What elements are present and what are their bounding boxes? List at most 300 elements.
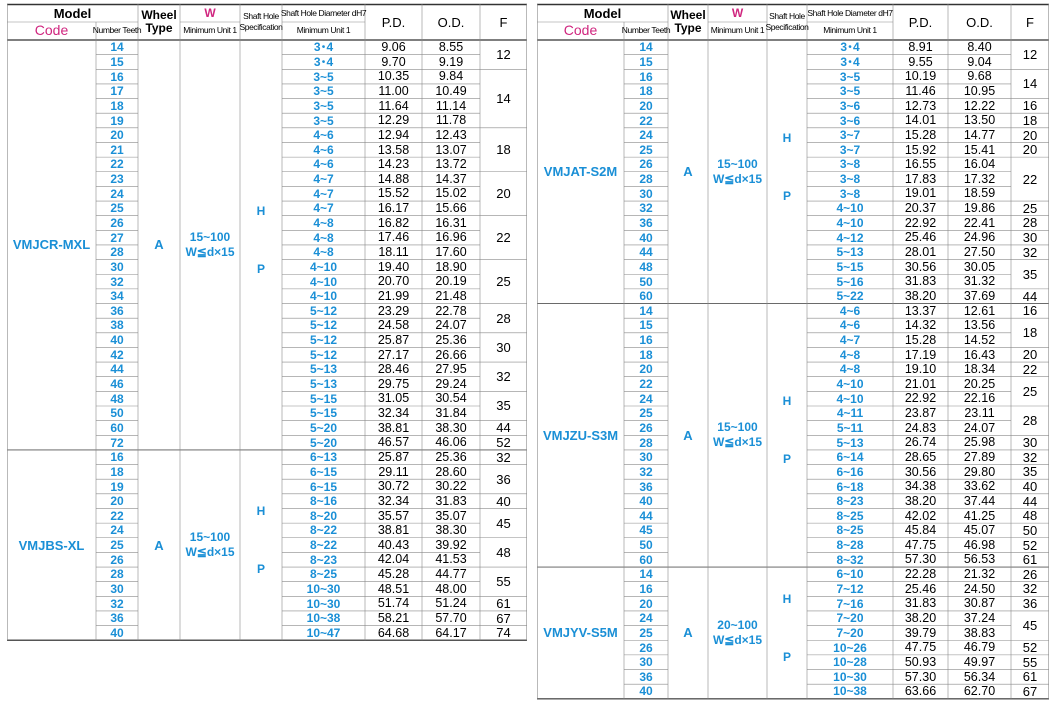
shaft-hole-diameter: 5~12	[309, 347, 338, 362]
shaft-hole-diameter: 3~5	[313, 69, 334, 84]
od-value: 26.66	[435, 347, 467, 362]
od-value: 25.98	[963, 435, 996, 450]
shaft-hole-diameter: 5~11	[836, 420, 864, 435]
teeth-count: 30	[639, 655, 653, 670]
shaft-hole-diameter: 5~15	[309, 406, 338, 421]
pd-value: 19.40	[377, 259, 410, 274]
od-value: 35.07	[435, 508, 467, 523]
od-value: 17.60	[435, 245, 467, 260]
pd-value: 31.05	[377, 391, 410, 406]
shaft-hole-diameter: 3~5	[313, 113, 334, 128]
shaft-hole-diameter: 5~12	[309, 333, 338, 348]
f-value: 22	[496, 230, 511, 246]
f-value: 32	[496, 449, 511, 465]
teeth-count: 44	[639, 508, 653, 523]
f-value: 18	[496, 142, 511, 158]
pd-value: 15.28	[904, 127, 937, 142]
teeth-count: 32	[639, 201, 653, 216]
pd-value: 25.87	[377, 332, 410, 347]
teeth-count: 20	[639, 596, 653, 611]
od-value: 11.14	[435, 98, 467, 113]
pd-value: 17.19	[904, 347, 937, 362]
teeth-count: 18	[639, 347, 653, 362]
header-shaft-dia-sub: Minimum Unit 1	[823, 24, 877, 35]
pd-value: 16.82	[377, 215, 410, 230]
od-value: 9.84	[438, 69, 464, 84]
od-value: 13.07	[435, 142, 467, 157]
shaft-hole-diameter: 4~6	[313, 128, 334, 143]
teeth-count: 50	[639, 274, 653, 289]
f-value: 32	[1022, 449, 1038, 465]
teeth-count: 40	[639, 684, 653, 699]
teeth-count: 28	[639, 435, 653, 450]
shaft-hole-diameter: 5~13	[309, 362, 338, 377]
teeth-count: 14	[639, 303, 653, 318]
pd-value: 51.74	[377, 596, 410, 611]
teeth-count: 16	[110, 69, 124, 84]
pd-value: 35.57	[377, 508, 410, 523]
f-value: 22	[1022, 171, 1038, 187]
od-value: 16.04	[963, 157, 996, 172]
header-code: Code	[34, 22, 69, 38]
f-value: 20	[1022, 347, 1038, 363]
header-number-teeth: Number Teeth	[621, 24, 671, 35]
pd-value: 17.46	[377, 230, 410, 245]
f-value: 12	[1022, 47, 1038, 63]
wheel-type: A	[683, 625, 693, 641]
pd-value: 64.68	[377, 625, 410, 640]
model-code: VMJCR-MXL	[12, 237, 91, 253]
teeth-count: 25	[639, 625, 653, 640]
model-code: VMJAT-S2M	[543, 164, 618, 180]
od-value: 29.80	[963, 464, 996, 479]
teeth-count: 14	[639, 40, 653, 55]
f-value: 28	[1022, 215, 1038, 231]
shaft-hole-diameter: 5~13	[836, 435, 864, 450]
header-shaft-dia: Shaft Hole Diameter dH7	[280, 7, 367, 18]
teeth-count: 20	[639, 98, 653, 113]
teeth-count: 40	[639, 230, 653, 245]
shaft-hole-diameter: 4~10	[836, 201, 864, 216]
header-f: F	[1026, 14, 1034, 30]
od-value: 23.11	[964, 406, 995, 421]
od-value: 18.59	[963, 186, 996, 201]
pd-value: 9.70	[381, 54, 406, 69]
f-value: 20	[1022, 142, 1038, 158]
pd-value: 25.87	[377, 449, 410, 464]
od-value: 16.43	[963, 347, 996, 362]
od-value: 27.89	[963, 449, 996, 464]
pd-value: 11.46	[905, 83, 936, 98]
teeth-count: 50	[639, 538, 653, 553]
od-value: 46.79	[963, 640, 996, 655]
pd-value: 15.52	[377, 186, 410, 201]
od-value: 37.44	[963, 493, 996, 508]
teeth-count: 19	[110, 113, 124, 128]
wheel-type: A	[683, 164, 693, 180]
od-value: 16.96	[435, 230, 467, 245]
shaft-hole-diameter: 8~16	[309, 494, 338, 509]
teeth-count: 18	[110, 464, 124, 479]
od-value: 9.68	[967, 69, 992, 84]
model-code: VMJZU-S3M	[542, 427, 619, 443]
teeth-count: 14	[639, 567, 653, 582]
shaft-hole-diameter: 5~15	[836, 259, 864, 274]
pd-value: 28.01	[904, 245, 937, 260]
od-value: 41.25	[963, 508, 996, 523]
pd-value: 31.83	[904, 596, 937, 611]
pd-value: 16.17	[377, 201, 410, 216]
shaft-hole-diameter: 5~22	[836, 289, 864, 304]
shaft-spec-h: H	[256, 203, 266, 218]
header-pd: P.D.	[908, 14, 933, 30]
teeth-count: 42	[110, 347, 124, 362]
pd-value: 12.94	[377, 127, 410, 142]
shaft-hole-diameter: 10~38	[306, 611, 341, 626]
f-value: 36	[496, 471, 511, 487]
pd-value: 42.02	[904, 508, 937, 523]
pd-value: 45.84	[904, 523, 937, 538]
od-value: 20.25	[963, 376, 996, 391]
teeth-count: 25	[110, 538, 124, 553]
od-value: 12.61	[963, 303, 996, 318]
shaft-hole-diameter: 3･4	[313, 40, 334, 55]
pd-value: 25.46	[904, 581, 937, 596]
f-value: 30	[1022, 435, 1038, 451]
od-value: 45.07	[963, 523, 996, 538]
pd-value: 57.30	[904, 552, 937, 567]
pd-value: 20.70	[377, 274, 410, 289]
header-shaft-dia-sub: Minimum Unit 1	[296, 24, 351, 35]
f-value: 25	[1022, 200, 1038, 216]
f-value: 36	[1022, 596, 1038, 612]
od-value: 38.30	[435, 523, 467, 538]
od-value: 25.36	[435, 449, 467, 464]
teeth-count: 27	[110, 230, 124, 245]
pd-value: 38.20	[904, 288, 937, 303]
teeth-count: 15	[639, 54, 653, 69]
f-value: 67	[496, 610, 511, 626]
shaft-hole-diameter: 3~7	[839, 142, 861, 157]
shaft-hole-diameter: 10~28	[833, 655, 867, 670]
teeth-count: 21	[110, 142, 124, 157]
header-w-sub: Minimum Unit 1	[710, 24, 765, 35]
f-value: 44	[1022, 493, 1038, 509]
pd-value: 38.81	[377, 523, 410, 538]
od-value: 27.50	[963, 245, 996, 260]
od-value: 17.32	[963, 171, 996, 186]
od-value: 37.24	[963, 611, 996, 626]
shaft-hole-diameter: 5~12	[309, 318, 338, 333]
header-wheel-type: Wheel Type	[670, 8, 706, 35]
teeth-count: 36	[639, 215, 653, 230]
od-value: 8.40	[967, 40, 992, 55]
od-value: 51.24	[435, 596, 467, 611]
od-value: 15.66	[435, 201, 467, 216]
w-range: 15~100 W≦d×15	[185, 229, 235, 259]
shaft-hole-diameter: 4~7	[313, 172, 334, 187]
od-value: 46.06	[435, 435, 467, 450]
pd-value: 17.83	[904, 171, 937, 186]
od-value: 41.53	[435, 552, 467, 567]
shaft-hole-diameter: 5~13	[309, 377, 338, 392]
pd-value: 28.65	[904, 449, 937, 464]
shaft-hole-diameter: 3~8	[839, 172, 861, 187]
pd-value: 38.20	[904, 611, 937, 626]
teeth-count: 46	[110, 377, 124, 392]
shaft-hole-diameter: 4~8	[839, 347, 861, 362]
teeth-count: 16	[639, 69, 653, 84]
teeth-count: 48	[639, 259, 653, 274]
pd-value: 18.11	[378, 245, 409, 260]
od-value: 16.31	[435, 215, 467, 230]
f-value: 48	[496, 544, 511, 560]
teeth-count: 26	[110, 552, 124, 567]
header-shaft-hole-spec: Shaft Hole Specification	[239, 11, 283, 32]
shaft-hole-diameter: 4~8	[313, 245, 334, 260]
teeth-count: 19	[110, 479, 124, 494]
teeth-count: 36	[639, 479, 653, 494]
f-value: 26	[1022, 566, 1038, 582]
pd-value: 13.58	[377, 142, 410, 157]
f-value: 16	[1022, 98, 1038, 114]
header-wheel-type: Wheel Type	[141, 8, 177, 35]
header-pd: P.D.	[381, 14, 406, 30]
shaft-hole-diameter: 5~20	[309, 420, 338, 435]
shaft-spec-p: P	[782, 188, 791, 203]
f-value: 52	[1022, 640, 1038, 656]
f-value: 61	[1022, 552, 1038, 568]
shaft-hole-diameter: 8~25	[836, 508, 864, 523]
f-value: 35	[1022, 464, 1038, 480]
pd-value: 11.64	[378, 98, 409, 113]
pd-value: 19.10	[904, 362, 937, 377]
teeth-count: 24	[639, 391, 653, 406]
pd-value: 19.01	[904, 186, 937, 201]
teeth-count: 60	[110, 420, 124, 435]
teeth-count: 18	[639, 84, 653, 99]
shaft-hole-diameter: 4~6	[839, 318, 861, 333]
pd-value: 11.00	[378, 83, 409, 98]
od-value: 18.90	[435, 259, 467, 274]
shaft-hole-diameter: 10~38	[833, 684, 867, 699]
pd-value: 50.93	[904, 654, 937, 669]
od-value: 22.16	[963, 391, 996, 406]
teeth-count: 50	[110, 406, 124, 421]
pd-value: 47.75	[904, 537, 937, 552]
pd-value: 30.56	[904, 259, 937, 274]
pd-value: 38.20	[904, 493, 937, 508]
shaft-hole-diameter: 8~22	[309, 523, 338, 538]
od-value: 30.22	[435, 479, 467, 494]
shaft-hole-diameter: 5~20	[309, 435, 338, 450]
teeth-count: 26	[639, 420, 653, 435]
shaft-hole-diameter: 3･4	[840, 40, 860, 55]
shaft-hole-diameter: 3~8	[839, 186, 861, 201]
f-value: 35	[1022, 266, 1038, 282]
teeth-count: 48	[110, 391, 124, 406]
pd-value: 32.34	[377, 493, 410, 508]
od-value: 33.62	[963, 479, 996, 494]
od-value: 29.24	[435, 376, 467, 391]
f-value: 55	[496, 574, 511, 590]
shaft-hole-diameter: 4~10	[836, 215, 864, 230]
f-value: 50	[1022, 522, 1038, 538]
shaft-spec-p: P	[782, 649, 791, 664]
od-value: 56.34	[963, 669, 996, 684]
pd-value: 32.34	[377, 406, 410, 421]
od-value: 28.60	[435, 464, 467, 479]
pd-value: 16.55	[904, 157, 937, 172]
teeth-count: 32	[110, 274, 124, 289]
od-value: 44.77	[435, 567, 467, 582]
shaft-hole-diameter: 6~14	[836, 450, 864, 465]
wheel-type: A	[154, 537, 164, 553]
shaft-hole-diameter: 10~30	[306, 581, 341, 596]
shaft-hole-diameter: 4~10	[836, 377, 864, 392]
shaft-hole-diameter: 3~7	[839, 128, 861, 143]
f-value: 61	[496, 596, 511, 612]
teeth-count: 60	[639, 289, 653, 304]
shaft-hole-diameter: 4~10	[836, 391, 864, 406]
od-value: 22.78	[435, 303, 467, 318]
f-value: 35	[496, 398, 511, 414]
pd-value: 48.51	[377, 581, 410, 596]
pd-value: 63.66	[904, 684, 937, 699]
f-value: 32	[496, 369, 511, 385]
teeth-count: 20	[110, 128, 124, 143]
teeth-count: 44	[639, 245, 653, 260]
od-value: 18.34	[963, 362, 996, 377]
od-value: 15.02	[435, 186, 467, 201]
shaft-spec-h: H	[782, 394, 792, 409]
teeth-count: 72	[110, 435, 124, 450]
shaft-hole-diameter: 6~18	[836, 479, 864, 494]
od-value: 27.95	[435, 362, 467, 377]
od-value: 24.07	[435, 318, 467, 333]
pd-value: 22.28	[904, 567, 937, 582]
od-value: 46.98	[963, 537, 996, 552]
shaft-hole-diameter: 8~28	[836, 538, 864, 553]
teeth-count: 20	[110, 494, 124, 509]
pd-value: 14.01	[904, 113, 937, 128]
teeth-count: 16	[639, 333, 653, 348]
od-value: 14.77	[963, 127, 996, 142]
w-range: 20~100 W≦d×15	[712, 617, 763, 647]
f-value: 18	[1022, 113, 1038, 128]
od-value: 24.96	[963, 230, 996, 245]
od-value: 62.70	[963, 684, 996, 699]
shaft-hole-diameter: 4~7	[839, 333, 861, 348]
pd-value: 31.83	[904, 274, 937, 289]
od-value: 30.87	[963, 596, 996, 611]
od-value: 15.41	[963, 142, 996, 157]
pd-value: 46.57	[377, 435, 410, 450]
shaft-hole-diameter: 3･4	[313, 54, 334, 69]
pd-value: 30.72	[377, 479, 410, 494]
pd-value: 34.38	[904, 479, 937, 494]
teeth-count: 22	[110, 508, 124, 523]
teeth-count: 40	[639, 494, 653, 509]
shaft-hole-diameter: 8~32	[836, 552, 864, 567]
teeth-count: 26	[110, 215, 124, 230]
f-value: 20	[496, 186, 511, 202]
od-value: 13.56	[963, 318, 996, 333]
f-value: 25	[496, 274, 511, 290]
f-value: 55	[1022, 654, 1038, 670]
teeth-count: 28	[110, 567, 124, 582]
teeth-count: 14	[110, 40, 124, 55]
teeth-count: 15	[110, 54, 124, 69]
f-value: 32	[1022, 581, 1038, 597]
model-code: VMJBS-XL	[18, 537, 85, 553]
shaft-hole-diameter: 10~26	[833, 640, 867, 655]
pd-value: 29.11	[378, 464, 409, 479]
od-value: 38.30	[435, 420, 467, 435]
header-shaft-hole-spec: Shaft Hole Specification	[765, 11, 809, 32]
od-value: 56.53	[963, 552, 996, 567]
f-value: 45	[496, 515, 511, 531]
shaft-hole-diameter: 4~12	[836, 230, 864, 245]
pd-value: 22.92	[904, 391, 937, 406]
header-w: W	[731, 6, 744, 20]
pd-value: 13.37	[904, 303, 937, 318]
pd-value: 21.99	[377, 288, 410, 303]
pd-value: 15.92	[904, 142, 937, 157]
teeth-count: 44	[110, 362, 124, 377]
teeth-count: 28	[110, 245, 124, 260]
shaft-hole-diameter: 3~5	[839, 69, 861, 84]
teeth-count: 30	[639, 186, 653, 201]
f-value: 20	[1022, 127, 1038, 143]
f-value: 61	[1022, 669, 1038, 685]
model-code: VMJYV-S5M	[543, 625, 618, 641]
shaft-hole-diameter: 4~10	[309, 274, 338, 289]
shaft-hole-diameter: 6~10	[836, 567, 864, 582]
teeth-count: 30	[110, 581, 124, 596]
od-value: 14.52	[963, 332, 996, 347]
pd-value: 25.46	[904, 230, 937, 245]
pd-value: 14.23	[377, 157, 410, 172]
f-value: 12	[496, 47, 511, 63]
teeth-count: 36	[639, 669, 653, 684]
od-value: 13.72	[435, 157, 467, 172]
od-value: 19.86	[963, 201, 996, 216]
pd-value: 9.06	[381, 40, 406, 55]
teeth-count: 17	[110, 84, 124, 99]
wheel-type: A	[683, 427, 693, 443]
f-value: 52	[1022, 537, 1038, 553]
teeth-count: 25	[639, 142, 653, 157]
shaft-hole-diameter: 10~30	[833, 669, 867, 684]
od-value: 48.00	[435, 581, 467, 596]
od-value: 38.83	[963, 625, 996, 640]
pd-value: 39.79	[904, 625, 937, 640]
od-value: 10.95	[963, 83, 996, 98]
f-value: 32	[1022, 244, 1038, 260]
shaft-spec-h: H	[782, 591, 792, 606]
od-value: 8.55	[438, 40, 464, 55]
pd-value: 42.04	[377, 552, 410, 567]
teeth-count: 36	[110, 611, 124, 626]
od-value: 39.92	[435, 537, 467, 552]
od-value: 30.54	[435, 391, 467, 406]
pd-value: 58.21	[377, 611, 410, 626]
teeth-count: 16	[110, 450, 124, 465]
f-value: 45	[1022, 618, 1038, 634]
od-value: 31.84	[435, 406, 467, 421]
pd-value: 12.73	[904, 98, 937, 113]
